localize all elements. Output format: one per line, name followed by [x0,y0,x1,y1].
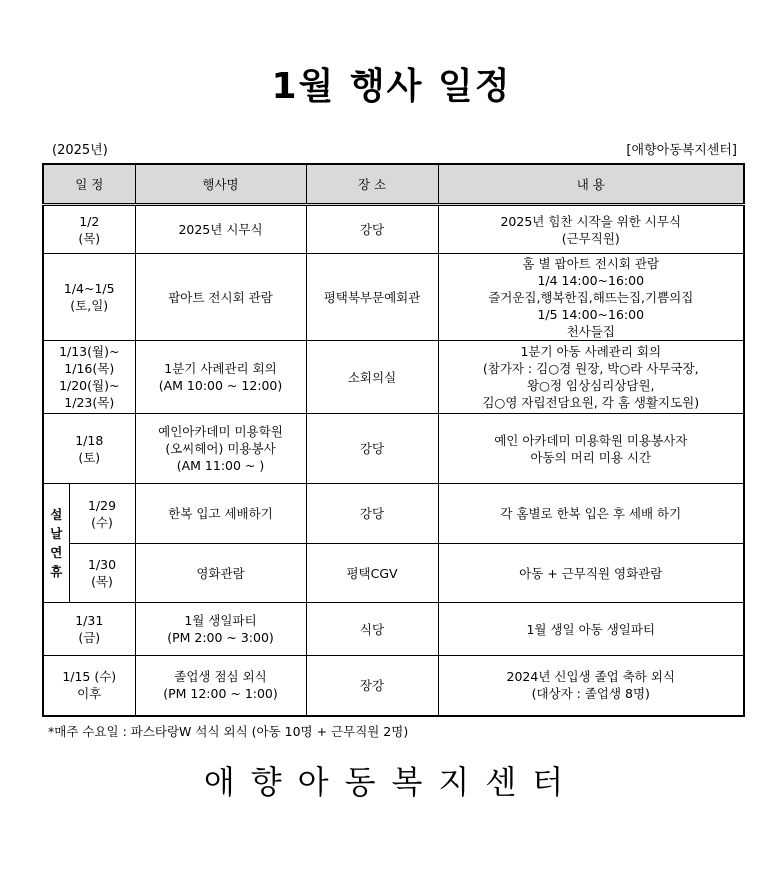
row-place: 평택CGV [306,544,438,603]
row-content: 2025년 힘찬 시작을 위한 시무식 (근무직원) [438,205,744,254]
footnote: *매주 수요일 : 파스타랑W 석식 외식 (아동 10명 + 근무직원 2명) [48,724,409,739]
holiday-side-label: 설 날 연 휴 [43,484,69,603]
row-date: 1/30 (목) [69,544,135,603]
row-event: 졸업생 점심 외식 (PM 12:00 ~ 1:00) [135,656,306,716]
table-row [43,544,744,603]
row-content: 각 홈별로 한복 입은 후 세배 하기 [438,484,744,544]
row-date: 1/4~1/5 (토,일) [43,254,135,341]
row-event: 팝아트 전시회 관람 [135,254,306,341]
header-date: 일 정 [43,164,135,205]
row-event: 한복 입고 세배하기 [135,484,306,544]
row-date: 1/15 (수) 이후 [43,656,135,716]
row-content: 홈 별 팝아트 전시회 관람 1/4 14:00~16:00 즐거운집,행복한집,해뜨는집,기쁨의집 1/5 14:00~16:00 천사들집 [438,254,744,341]
footer-organization-name: 애향아동복지센터 [203,763,580,801]
row-place: 식당 [306,603,438,656]
header-event: 행사명 [135,164,306,205]
schedule-table [42,163,745,717]
table-row [43,603,744,656]
row-date: 1/31 (금) [43,603,135,656]
table-row [43,254,744,341]
row-event: 영화관람 [135,544,306,603]
row-date: 1/18 (토) [43,414,135,484]
row-date: 1/13(월)~ 1/16(목) 1/20(월)~ 1/23(목) [43,341,135,414]
row-event: 1분기 사례관리 회의 (AM 10:00 ~ 12:00) [135,341,306,414]
table-row [43,205,744,254]
row-place: 평택북부문예회관 [306,254,438,341]
row-content: 예인 아카데미 미용학원 미용봉사자 아동의 머리 미용 시간 [438,414,744,484]
row-place: 강당 [306,205,438,254]
row-place: 소회의실 [306,341,438,414]
row-place: 강당 [306,414,438,484]
table-row [43,414,744,484]
organization-label: [애향아동복지센터] [626,143,737,158]
row-content: 1월 생일 아동 생일파티 [438,603,744,656]
row-content: 1분기 아동 사례관리 회의 (참가자 : 김○경 원장, 박○라 사무국장, 왕○정 임상심리상담원, 김○영 자립전담요원, 각 홈 생활지도원) [438,341,744,414]
header-content: 내 용 [438,164,744,205]
row-content: 아동 + 근무직원 영화관람 [438,544,744,603]
table-row [43,656,744,716]
row-place: 강당 [306,484,438,544]
table-row [43,341,744,414]
table-row [43,484,744,544]
header-place: 장 소 [306,164,438,205]
row-place: 장강 [306,656,438,716]
row-date: 1/2 (목) [43,205,135,254]
row-event: 1월 생일파티 (PM 2:00 ~ 3:00) [135,603,306,656]
row-event: 예인아카데미 미용학원 (오씨헤어) 미용봉사 (AM 11:00 ~ ) [135,414,306,484]
year-label: (2025년) [52,143,108,158]
row-content: 2024년 신입생 졸업 축하 외식 (대상자 : 졸업생 8명) [438,656,744,716]
row-event: 2025년 시무식 [135,205,306,254]
page-title: 1월 행사 일정 [271,66,512,107]
table-header-row [43,164,744,205]
row-date: 1/29 (수) [69,484,135,544]
